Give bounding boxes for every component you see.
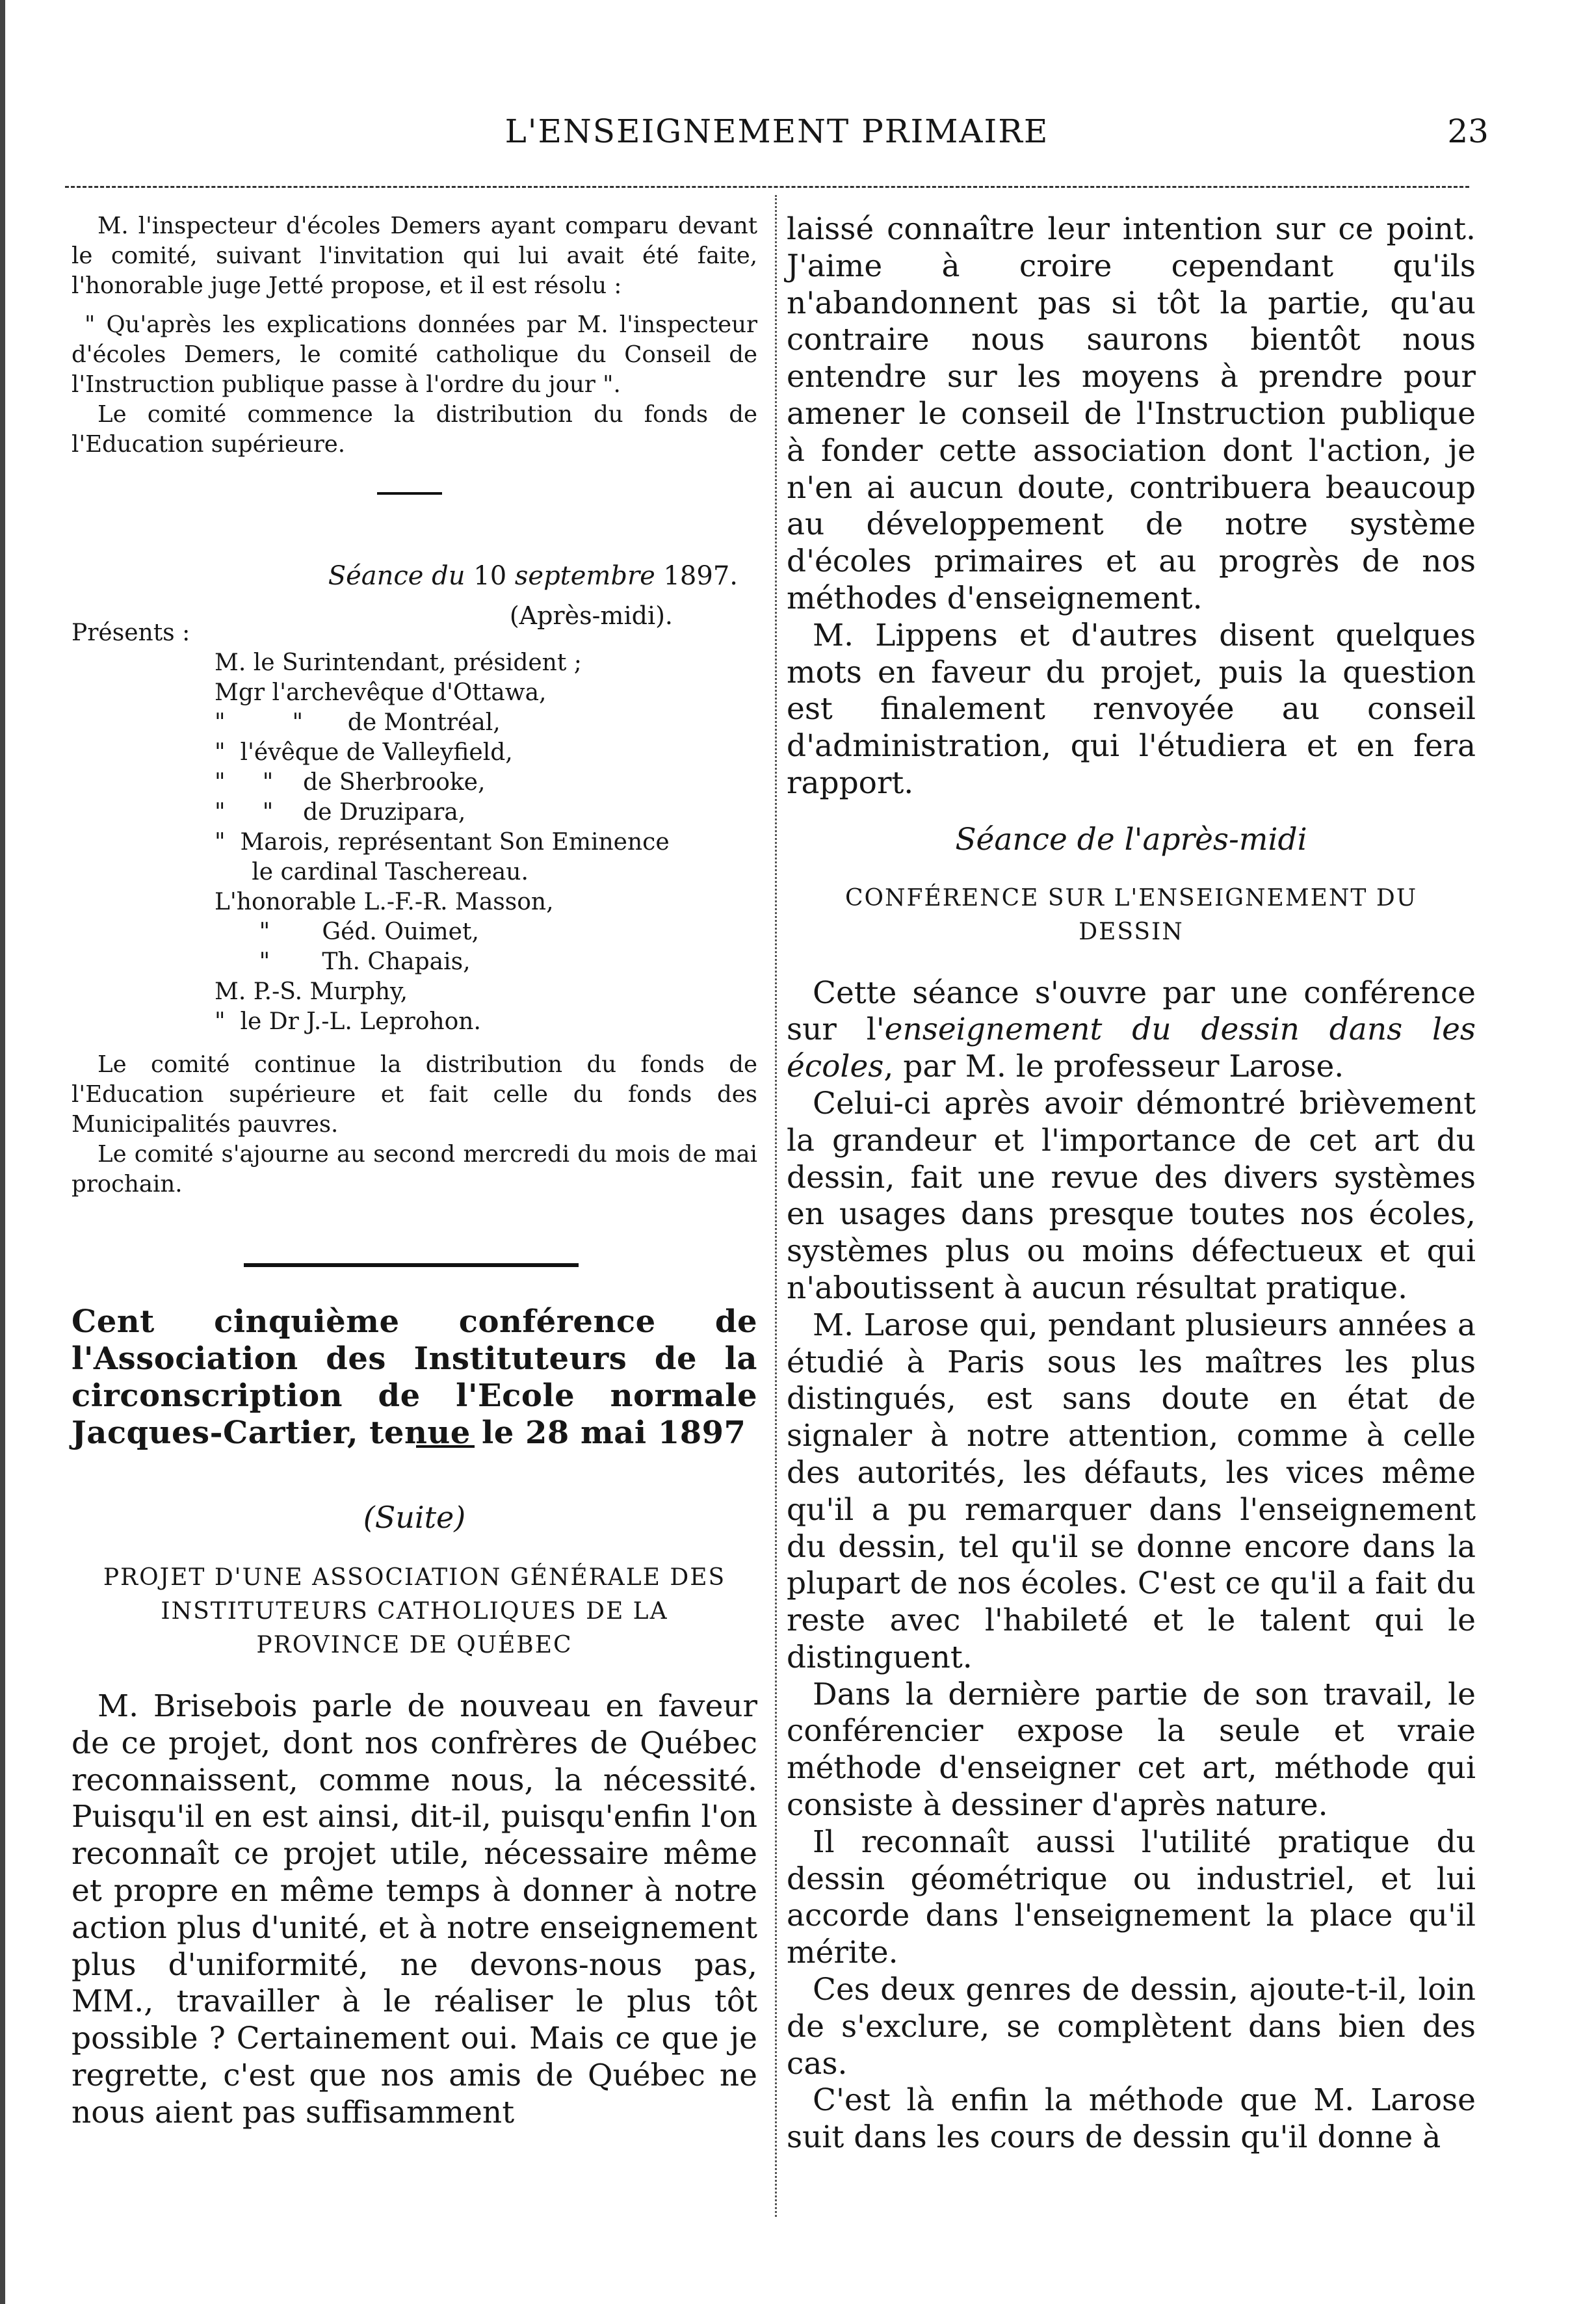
attendee-list [215,648,757,1037]
attendee: " l'évêque de Valleyfield, [215,739,513,766]
sitting-day: 10 [465,561,515,591]
attendee: " " de Sherbrooke, [215,769,486,796]
page-number: 23 [1447,112,1489,150]
article-title: Cent cinquième conférence de l'Association des Instituteurs de la circonscription de l'Ecole normale Jacques-Cartier, tenue le 28 mai 1897 [72,1303,757,1451]
paragraph: C'est là enfin la méthode que M. Larose suit dans les cours de dessin qu'il donne à [787,2082,1476,2156]
ornamental-rule [72,1258,757,1271]
paragraph: M. Lippens et d'autres disent quelques mots en faveur du projet, puis la question est finalement renvoyée au conseil d'administration, qui l'étudiera et en fera rapport. [787,617,1476,801]
sitting-prefix: Séance du [328,561,465,591]
italic-run: enseignement du dessin dans les écoles [787,1012,1476,1085]
running-title: L'ENSEIGNEMENT PRIMAIRE [504,112,1049,150]
attendee: " le Dr J.-L. Leprohon. [215,1008,481,1035]
afternoon-session-title: Séance de l'après-midi [955,821,1307,857]
attendee: M. le Surintendant, président ; [215,649,582,676]
paragraph: Le comité s'ajourne au second mercredi du mois de mai prochain. [72,1141,757,1198]
sitting-year: 1897. [655,561,738,591]
paragraph: M. Brisebois parle de nouveau en faveur de ce projet, dont nos confrères de Québec reconnaissent, comme nous, la nécessité. Puisqu'il en est ainsi, dit-il, puisqu'enfin l'on reconnaît ce projet utile, nécessaire même et propre en même temps à donner à notre action plus d'unité, et à notre enseignement plus d'uniformité, ne devons-nous pas, MM., travailler à le réaliser le plus tôt possible ? Certainement oui. Mais ce que je regrette, c'est que nos amis de Québec ne nous aient pas suffisamment [72,1688,757,2130]
text-run: , par M. le professeur Larose. [883,1049,1344,1085]
attendee: " Géd. Ouimet, [215,919,479,945]
paragraph [787,975,1476,1086]
attendee: " Marois, représentant Son Eminence [215,829,670,856]
paragraph: Dans la dernière partie de son travail, le conférencier expose la seule et vraie méthode d'enseigner cet art, méthode qui consiste à dessiner d'après nature. [787,1676,1476,1824]
session-time: (Après-midi). [509,601,673,630]
sitting-date [72,560,757,592]
project-heading-line: INSTITUTEURS CATHOLIQUES DE LA [161,1598,668,1625]
attendee: M. P.-S. Murphy, [215,978,408,1005]
presents-label: Présents : [72,620,190,646]
conference-heading-line: CONFÉRENCE SUR L'ENSEIGNEMENT DU [844,884,1418,911]
binding-edge [0,0,5,2304]
header-rule [65,186,1469,188]
paragraph: Le comité commence la distribution du fonds de l'Education supérieure. [72,401,757,458]
page-header [65,107,1489,159]
project-heading [72,1561,757,1662]
paragraph: Il reconnaît aussi l'utilité pratique du dessin géométrique ou industriel, et lui accorde dans l'enseignement la place qu'il mérite. [787,1824,1476,1971]
paragraph: M. Larose qui, pendant plusieurs années a étudié à Paris sous les maîtres les plus distingués, est sans doute en état de signaler à notre attention, comme à celle des autorités, les défauts, les vices même qu'il a pu remarquer dans l'enseignement du dessin, tel qu'il se donne encore dans la plupart de nos écoles. C'est ce qu'il a fait du reste avec l'habileté et le talent qui le distinguent. [787,1307,1476,1675]
project-heading-line: PROVINCE DE QUÉBEC [256,1632,573,1658]
right-column [787,211,1476,2156]
paragraph: Celui-ci après avoir démontré brièvement la grandeur et l'importance de cet art du dessin, fait une revue des divers systèmes en usages dans presque toutes nos écoles, systèmes plus ou moins défectueux et qui n'aboutissent à aucun résultat pratique. [787,1085,1476,1306]
attendee: L'honorable L.-F.-R. Masson, [215,889,554,915]
sitting-month: septembre [514,561,655,591]
text-run: Cette séance s'ouvre par une conférence sur l' [787,975,1476,1048]
conference-heading [787,882,1476,949]
attendee: " " de Montréal, [215,709,501,736]
attendee: le cardinal Taschereau. [215,859,529,885]
paragraph: Le comité continue la distribution du fonds de l'Education supérieure et fait celle du fonds des Municipalités pauvres. [72,1051,757,1138]
paragraph: M. l'inspecteur d'écoles Demers ayant comparu devant le comité, suivant l'invitation qui lui avait été faite, l'honorable juge Jetté propose, et il est résolu : [72,213,757,299]
paragraph: Ces deux genres de dessin, ajoute-t-il, loin de s'exclure, se complètent dans bien des cas. [787,1972,1476,2082]
section-rule [377,492,442,495]
continued-label: (Suite) [363,1500,466,1535]
attendee: Mgr l'archevêque d'Ottawa, [215,679,547,706]
column-divider [775,195,777,2217]
resolution-quote: " Qu'après les explications données par M. l'inspecteur d'écoles Demers, le comité catholique du Conseil de l'Instruction publique passe à l'ordre du jour ". [72,311,757,398]
paragraph: laissé connaître leur intention sur ce point. J'aime à croire cependant qu'ils n'abandonnent pas si tôt la partie, qu'au contraire nous saurons bientôt nous entendre sur les moyens à prendre pour amener le conseil de l'Instruction publique à fonder cette association dont l'action, je n'en ai aucun doute, contribuera beaucoup au développement de notre système d'écoles primaires et au progrès de nos méthodes d'enseignement. [787,211,1476,616]
ornamental-rule-bar [244,1263,579,1267]
attendee: " " de Druzipara, [215,799,466,826]
attendee: " Th. Chapais, [215,949,471,975]
left-column [72,211,757,2132]
conference-heading-line: DESSIN [1079,918,1184,945]
project-heading-line: PROJET D'UNE ASSOCIATION GÉNÉRALE DES [103,1564,726,1591]
